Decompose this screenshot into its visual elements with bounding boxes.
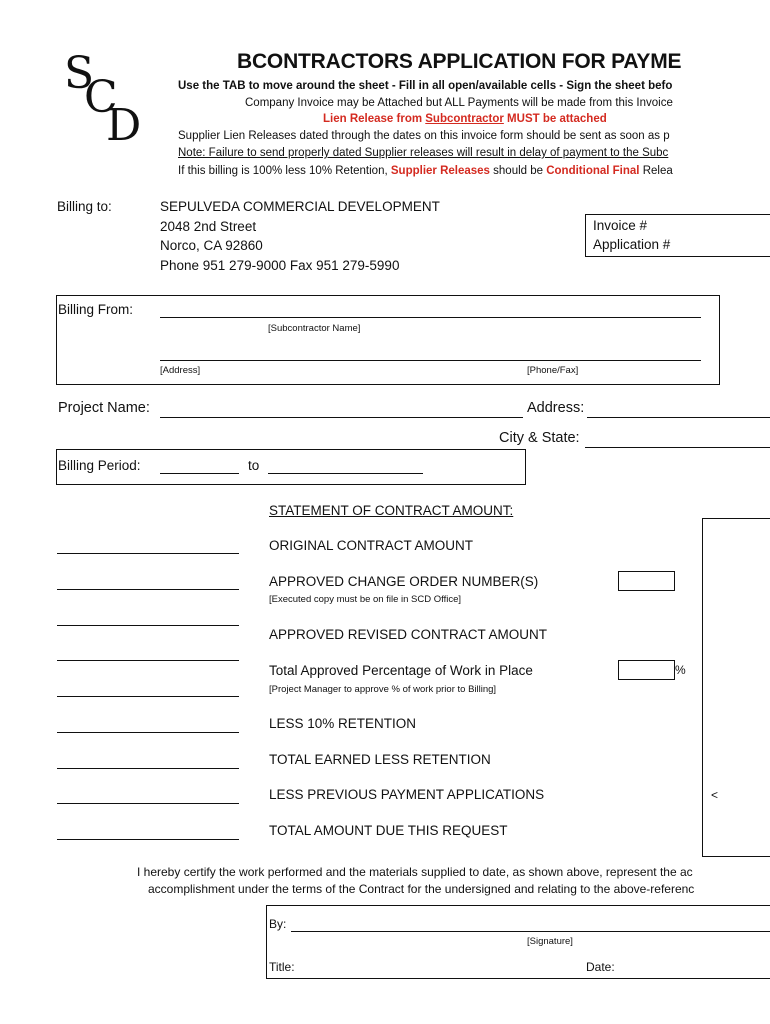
change-order-label: APPROVED CHANGE ORDER NUMBER(S) bbox=[269, 574, 539, 589]
billing-from-label: Billing From: bbox=[58, 302, 134, 317]
change-order-amount-field[interactable] bbox=[57, 589, 239, 590]
subcontractor-name-field[interactable] bbox=[160, 317, 701, 318]
previous-amount-field[interactable] bbox=[57, 768, 239, 769]
project-address-field[interactable] bbox=[587, 417, 770, 418]
amount-column-box bbox=[702, 518, 770, 857]
signature-caption: [Signature] bbox=[527, 936, 573, 947]
subcontractor-name-caption: [Subcontractor Name] bbox=[268, 323, 361, 334]
company-name: SEPULVEDA COMMERCIAL DEVELOPMENT bbox=[160, 199, 440, 214]
title-label: Title: bbox=[269, 960, 295, 974]
project-name-field[interactable] bbox=[160, 417, 523, 418]
billing-period-end-field[interactable] bbox=[268, 473, 423, 474]
company-street: 2048 2nd Street bbox=[160, 219, 257, 234]
instructions-line: Use the TAB to move around the sheet - Fill in all open/available cells - Sign the sheet befo bbox=[178, 80, 673, 92]
city-state-label: City & State: bbox=[499, 430, 580, 446]
less-than-mark: < bbox=[711, 788, 719, 802]
amount-due-label: TOTAL AMOUNT DUE THIS REQUEST bbox=[269, 823, 508, 838]
billing-period-label: Billing Period: bbox=[58, 458, 141, 473]
change-order-note: [Executed copy must be on file in SCD Office] bbox=[269, 594, 462, 605]
certification-line-1: I hereby certify the work performed and the materials supplied to date, as shown above, represent the ac bbox=[137, 865, 693, 879]
project-address-label: Address: bbox=[527, 400, 585, 416]
by-label: By: bbox=[269, 917, 287, 931]
lien-release-note: Lien Release from Subcontractor MUST be attached bbox=[323, 113, 607, 125]
statement-heading: STATEMENT OF CONTRACT AMOUNT: bbox=[269, 503, 514, 518]
company-city: Norco, CA 92860 bbox=[160, 238, 263, 253]
percentage-input[interactable] bbox=[618, 660, 675, 680]
billing-to-label: Billing to: bbox=[57, 199, 112, 214]
project-name-label: Project Name: bbox=[58, 400, 150, 416]
invoice-note: Company Invoice may be Attached but ALL Payments will be made from this Invoice bbox=[245, 97, 673, 109]
due-amount-field-2[interactable] bbox=[57, 839, 239, 840]
original-amount-field[interactable] bbox=[57, 553, 239, 554]
billing-period-to: to bbox=[248, 458, 260, 473]
signature-field[interactable] bbox=[291, 931, 770, 932]
retention-note: If this billing is 100% less 10% Retention, Supplier Releases should be Conditional Final Relea bbox=[178, 165, 673, 177]
revised-amount-field[interactable] bbox=[57, 625, 239, 626]
application-number-label: Application # bbox=[593, 237, 671, 252]
certification-line-2: accomplishment under the terms of the Contract for the undersigned and relating to the above-referenc bbox=[148, 882, 695, 896]
address-phone-field[interactable] bbox=[160, 360, 701, 361]
billing-period-start-field[interactable] bbox=[160, 473, 239, 474]
previous-payments-label: LESS PREVIOUS PAYMENT APPLICATIONS bbox=[269, 787, 545, 802]
percent-sign: % bbox=[675, 663, 686, 677]
retention-label: LESS 10% RETENTION bbox=[269, 716, 417, 731]
due-amount-field-1[interactable] bbox=[57, 803, 239, 804]
address-caption: [Address] bbox=[160, 365, 201, 376]
percentage-amount-field[interactable] bbox=[57, 660, 239, 661]
pm-approval-note: [Project Manager to approve % of work prior to Billing] bbox=[269, 684, 497, 695]
percentage-label: Total Approved Percentage of Work in Place bbox=[269, 663, 533, 678]
earned-amount-field[interactable] bbox=[57, 732, 239, 733]
phone-fax-caption: [Phone/Fax] bbox=[527, 365, 579, 376]
svg-text:D: D bbox=[106, 100, 142, 148]
company-phone: Phone 951 279-9000 Fax 951 279-5990 bbox=[160, 258, 400, 273]
retention-amount-field[interactable] bbox=[57, 696, 239, 697]
invoice-number-label: Invoice # bbox=[593, 218, 648, 233]
revised-contract-label: APPROVED REVISED CONTRACT AMOUNT bbox=[269, 627, 548, 642]
supplier-lien-note: Supplier Lien Releases dated through the dates on this invoice form should be sent as soon as p bbox=[178, 130, 670, 142]
page-title: BCONTRACTORS APPLICATION FOR PAYME bbox=[237, 50, 682, 73]
city-state-field[interactable] bbox=[585, 447, 770, 448]
svg-text:S: S bbox=[64, 48, 95, 99]
scd-logo bbox=[60, 48, 160, 148]
signature-box bbox=[266, 905, 770, 979]
original-contract-label: ORIGINAL CONTRACT AMOUNT bbox=[269, 538, 474, 553]
failure-note: Note: Failure to send properly dated Supplier releases will result in delay of payment to the Subc bbox=[178, 147, 669, 159]
change-order-number-input[interactable] bbox=[618, 571, 675, 591]
earned-label: TOTAL EARNED LESS RETENTION bbox=[269, 752, 491, 767]
svg-text:C: C bbox=[84, 72, 118, 123]
billing-from-box bbox=[56, 295, 720, 385]
date-label: Date: bbox=[586, 960, 615, 974]
